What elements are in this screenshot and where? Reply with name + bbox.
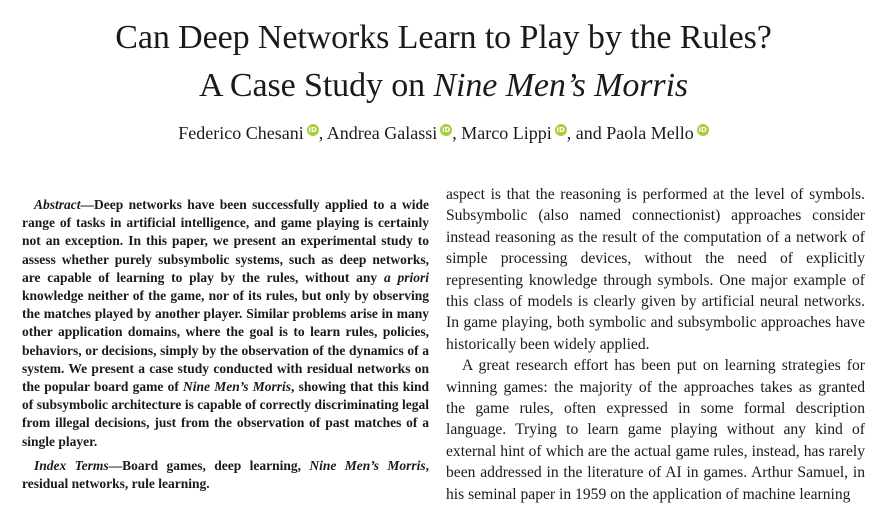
author-list (0, 121, 887, 145)
right-column (446, 184, 865, 505)
abstract (22, 196, 429, 451)
left-column (22, 196, 429, 493)
abstract-text: , showing that this kind of subsymbolic architecture is capable of correctly discriminating legal from illegal decisions, just from the observation of past matches of a single player. (22, 379, 429, 449)
index-terms-text: , residual networks, rule learning. (22, 457, 430, 492)
abstract-dash: — (80, 197, 95, 212)
index-terms-italic: Nine Men’s Morris (309, 457, 426, 473)
author-name[interactable]: Paola Mello (606, 123, 694, 143)
title-prefix: A Case Study on (198, 67, 434, 104)
abstract-italic-term: Nine Men’s Morris (183, 379, 291, 395)
index-terms-label: Index Terms (34, 457, 109, 473)
abstract-label: Abstract (34, 197, 81, 212)
paper-title-line-2 (0, 64, 887, 108)
author-separator: , (318, 123, 327, 143)
body-paragraph: A great research effort has been put on learning strategies for winning games: the majority of the approaches takes as granted the game rules, often expressed in some formal description language. Trying to learn game playing without any kind of external hint of which are the actual game rules, instead, has rarely been addressed in the literature of AI in games. Arthur Samuel, in his seminal paper in 1959 on the application of machine learning (446, 357, 865, 503)
paper-title-line-1: Can Deep Networks Learn to Play by the Rules? (115, 19, 772, 56)
abstract-text: knowledge neither of the game, nor of its rules, but only by observing the matches played by another player. Similar problems arise in many other application domains, where the goal is to learn rules, policies, behaviors, or decisions, simply by the observation of the dynamics of a system. We present a case study conducted with residual networks on the popular board game of (22, 288, 429, 395)
orcid-icon[interactable]: iD (308, 126, 317, 134)
author-name[interactable]: Andrea Galassi (326, 123, 438, 143)
title-game-name: Nine Men’s Morris (433, 67, 689, 104)
abstract-text: Deep networks have been successfully applied to a wide range of tasks in artificial intelligence, and game playing is certainly not an exception. In this paper, we present an experimental study to assess whether purely subsymbolic systems, such as deep networks, are capable of learning to play by the rules, without any (22, 197, 429, 285)
orcid-icon[interactable]: iD (556, 126, 565, 134)
index-terms-text: Board games, deep learning, (122, 457, 310, 473)
author-name[interactable]: Federico Chesani (178, 123, 304, 143)
orcid-icon[interactable]: iD (442, 126, 451, 134)
author-separator: , and (566, 123, 607, 143)
abstract-italic-term: a priori (383, 269, 429, 285)
author-name[interactable]: Marco Lippi (461, 123, 552, 143)
index-terms-dash: — (108, 457, 123, 473)
index-terms (22, 457, 429, 493)
orcid-icon[interactable]: iD (698, 126, 707, 134)
body-paragraph: aspect is that the reasoning is performed at the level of symbols. Subsymbolic (also named connectionist) approaches consider instead reasoning as the result of the computation of a network of simple processing devices, without the need of explicitly representing knowledge through symbols. One major example of this class of models is clearly given by artificial neural networks. In game playing, both symbolic and subsymbolic approaches have historically been widely applied. (446, 186, 865, 353)
author-separator: , (452, 123, 462, 143)
